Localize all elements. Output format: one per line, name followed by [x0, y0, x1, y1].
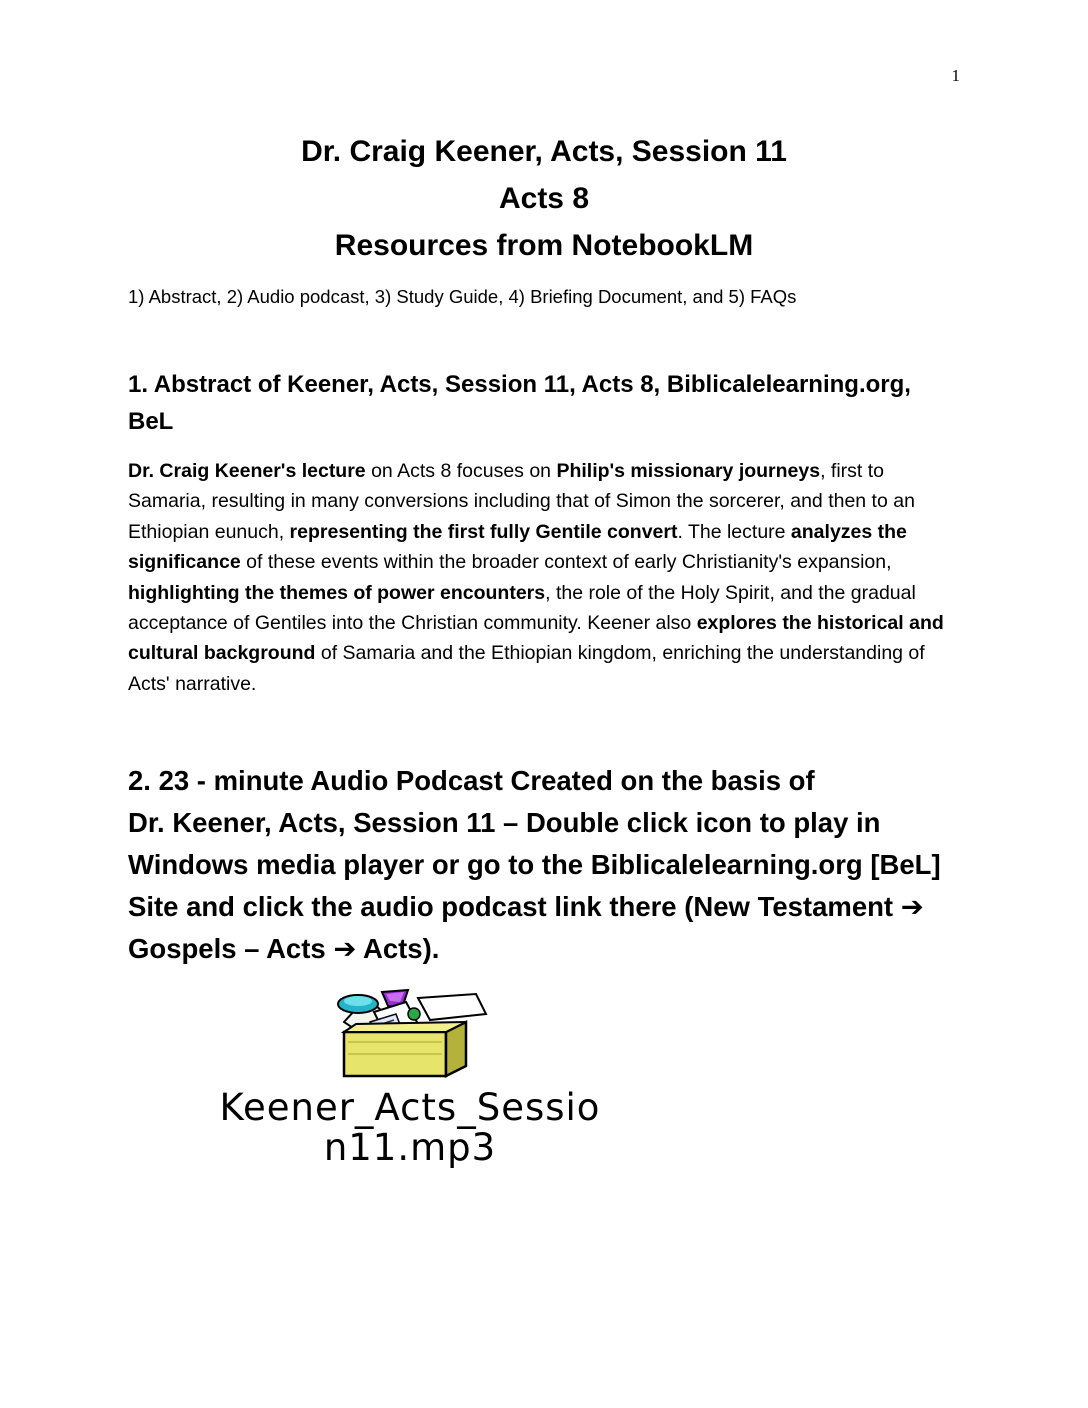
abstract-text: . The lecture	[677, 520, 791, 543]
title-line-3: Resources from NotebookLM	[334, 229, 754, 262]
abstract-text: of these events within the broader context of early Christianity's expansion,	[240, 551, 892, 574]
section-2-line-4	[128, 886, 958, 928]
title-line-1: Dr. Craig Keener, Acts, Session 11	[301, 135, 787, 168]
section-2-line-5-end: Acts).	[356, 933, 440, 964]
podcast-filename-part-1: Keener_Acts_Sessio	[219, 1086, 601, 1129]
arrow-right-icon: ➔	[900, 891, 924, 922]
podcast-filename[interactable]	[140, 1088, 680, 1168]
section-1-heading-line-1: 1. Abstract of Keener, Acts, Session 11, Acts 8, Biblicalelearning.org,	[128, 371, 911, 398]
abstract-text: of Samaria and the Ethiopian kingdom, enriching the understanding of Acts' narrative.	[128, 642, 925, 695]
page-number: 1	[951, 66, 960, 85]
podcast-filename-part-2: n11.mp3	[323, 1126, 497, 1169]
arrow-right-icon: ➔	[333, 933, 357, 964]
document-title	[0, 128, 1088, 269]
package-icon[interactable]	[326, 984, 490, 1084]
abstract-bold-text: highlighting the themes of power encounters	[128, 581, 546, 604]
section-2-line-1: 2. 23 - minute Audio Podcast Created on the basis of	[128, 765, 815, 796]
abstract-text: on Acts 8 focuses on	[365, 460, 557, 482]
abstract-bold-text: Dr. Craig Keener's lecture	[128, 460, 366, 482]
abstract-bold-text: explores the historical and cultural background	[128, 612, 944, 665]
section-2-line-4-text: Site and click the audio podcast link there (New Testament	[128, 891, 901, 922]
section-2-heading	[128, 760, 958, 970]
section-2-line-3: Windows media player or go to the Biblicalelearning.org [BeL]	[128, 849, 941, 880]
abstract-text: , first to Samaria, resulting in many conversions including that of Simon the sorcerer, and then to an Ethiopian eunuch,	[128, 460, 915, 543]
title-line-2: Acts 8	[498, 182, 590, 215]
section-2-line-5-text: Gospels – Acts	[128, 933, 334, 964]
section-1-heading-line-2: BeL	[128, 408, 174, 435]
abstract-bold-text: Philip's missionary journeys	[556, 460, 821, 482]
abstract-paragraph	[128, 456, 960, 699]
abstract-text: , the role of the Holy Spirit, and the gradual acceptance of Gentiles into the Christian community. Keener also	[128, 581, 916, 635]
podcast-file-attachment[interactable]	[140, 984, 680, 1169]
resource-list: 1) Abstract, 2) Audio podcast, 3) Study Guide, 4) Briefing Document, and 5) FAQs	[128, 286, 797, 307]
section-2-line-5	[128, 928, 958, 970]
abstract-bold-text: representing the first fully Gentile convert	[289, 520, 678, 543]
section-1-heading	[128, 366, 958, 440]
abstract-bold-text: analyzes the significance	[128, 520, 907, 574]
section-2-line-2: Dr. Keener, Acts, Session 11 – Double click icon to play in	[128, 807, 881, 838]
